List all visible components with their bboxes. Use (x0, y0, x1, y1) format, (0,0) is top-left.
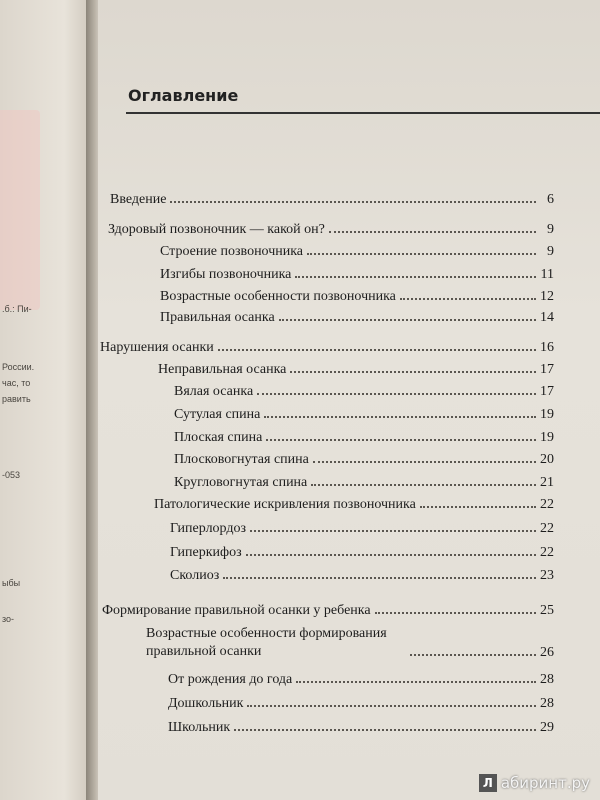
toc-entry[interactable] (168, 714, 554, 736)
toc-entry-page: 6 (547, 192, 554, 207)
toc-entry-page: 29 (540, 720, 554, 735)
left-page-text: равить (2, 394, 31, 404)
toc-entry-page: 19 (540, 407, 554, 422)
left-page-text: -053 (2, 470, 21, 480)
toc-entry-label: Нарушения осанки (100, 340, 214, 355)
leader-dots (290, 371, 536, 373)
toc-entry-page: 21 (540, 475, 554, 490)
leader-dots (296, 681, 536, 683)
leader-dots (311, 484, 536, 486)
left-page-text: .б.: Пи- (2, 304, 32, 314)
toc-entry[interactable] (174, 401, 554, 423)
toc-entry[interactable] (160, 283, 554, 305)
toc-entry[interactable] (170, 562, 554, 584)
title-rule (126, 112, 600, 114)
leader-dots (329, 231, 536, 233)
toc-entry-page: 28 (540, 672, 554, 687)
left-page-text: ыбы (2, 578, 21, 588)
toc-entry-label: Возрастные особенности позвоночника (160, 289, 396, 304)
leader-dots (223, 577, 536, 579)
toc-entry-label: Дошкольник (168, 696, 244, 711)
toc-entry-page: 12 (540, 289, 554, 304)
toc-page (98, 0, 600, 800)
toc-entry[interactable] (146, 621, 554, 661)
toc-entry-label: Патологические искривления позвоночника (154, 497, 416, 512)
cover-mark (0, 110, 40, 310)
leader-dots (257, 393, 536, 395)
toc-entry-label: Плосковогнутая спина (174, 452, 309, 467)
toc-entry-page: 14 (540, 310, 554, 325)
toc-entry-label: Гиперкифоз (170, 545, 242, 560)
leader-dots (246, 554, 536, 556)
toc-entry-label: Изгибы позвоночника (160, 267, 292, 282)
toc-entry-page: 16 (540, 340, 554, 355)
toc-entry-page: 11 (540, 267, 554, 282)
toc-entry-label: Неправильная осанка (158, 362, 287, 377)
toc-entry-page: 22 (540, 497, 554, 512)
toc-entry-label: Сколиоз (170, 568, 220, 583)
leader-dots (375, 612, 536, 614)
toc-entry-page: 28 (540, 696, 554, 711)
toc-entry-label: Гиперлордоз (170, 521, 247, 536)
toc-entry[interactable] (174, 469, 554, 491)
toc-entry-label: Здоровый позвоночник — какой он? (108, 222, 325, 237)
leader-dots (313, 461, 536, 463)
toc-entry-label: Строение позвоночника (160, 244, 304, 259)
toc-entry[interactable] (154, 491, 554, 513)
toc-entry-label: Кругловогнутая спина (174, 475, 308, 490)
toc-entry-page: 22 (540, 545, 554, 560)
toc-entry-label: Введение (110, 192, 167, 207)
left-page-text: зо- (2, 614, 15, 624)
labirint-logo-icon: Л (479, 774, 497, 792)
toc-entry[interactable] (102, 597, 554, 619)
toc-entry-label: Формирование правильной осанки у ребенка (102, 603, 371, 618)
toc-entry-label: Школьник (168, 720, 231, 735)
toc-entry-page: 17 (540, 362, 554, 377)
toc-entry[interactable] (174, 378, 554, 400)
leader-dots (307, 253, 536, 255)
toc-entry-page: 9 (547, 222, 554, 237)
left-page-text: час, то (2, 378, 31, 388)
toc-entry-label: Плоская спина (174, 430, 263, 445)
toc-entry-page: 23 (540, 568, 554, 583)
toc-entry-page: 17 (540, 384, 554, 399)
leader-dots (400, 298, 536, 300)
toc-title: Оглавление (128, 86, 239, 105)
toc-entry[interactable] (160, 238, 554, 260)
left-page-text: России. (2, 362, 35, 372)
toc-entry[interactable] (158, 356, 554, 378)
left-page (0, 0, 92, 800)
watermark-text: абиринт.ру (500, 774, 590, 792)
leader-dots (266, 439, 536, 441)
watermark (479, 774, 590, 792)
leader-dots (420, 506, 536, 508)
leader-dots (295, 276, 536, 278)
toc-entry-page: 22 (540, 521, 554, 536)
toc-entry[interactable] (168, 666, 554, 688)
leader-dots (247, 705, 536, 707)
toc-entry-label: Правильная осанка (160, 310, 275, 325)
toc-entry[interactable] (160, 304, 554, 326)
toc-entry-page: 25 (540, 603, 554, 618)
toc-entry-label: Сутулая спина (174, 407, 261, 422)
toc-entry-label: Возрастные особенности формирования правильной осанки (146, 626, 387, 659)
leader-dots (410, 654, 536, 656)
toc-entry-page: 19 (540, 430, 554, 445)
toc-entry[interactable] (100, 334, 554, 356)
leader-dots (279, 319, 536, 321)
toc-entry-page: 20 (540, 452, 554, 467)
toc-entry-page: 26 (540, 645, 554, 660)
toc-entry-page: 9 (547, 244, 554, 259)
leader-dots (234, 729, 536, 731)
toc-entry-label: Вялая осанка (174, 384, 254, 399)
toc-entry-label: От рождения до года (168, 672, 293, 687)
toc-entry[interactable] (170, 539, 554, 561)
toc-entry[interactable] (108, 216, 554, 238)
toc-entry[interactable] (174, 446, 554, 468)
leader-dots (250, 530, 536, 532)
leader-dots (218, 349, 536, 351)
toc-entry[interactable] (174, 424, 554, 446)
toc-entry[interactable] (170, 515, 554, 537)
leader-dots (170, 201, 536, 203)
toc-entry[interactable] (168, 690, 554, 712)
leader-dots (264, 416, 536, 418)
toc-entry[interactable] (160, 261, 554, 283)
toc-entry[interactable] (110, 186, 554, 208)
